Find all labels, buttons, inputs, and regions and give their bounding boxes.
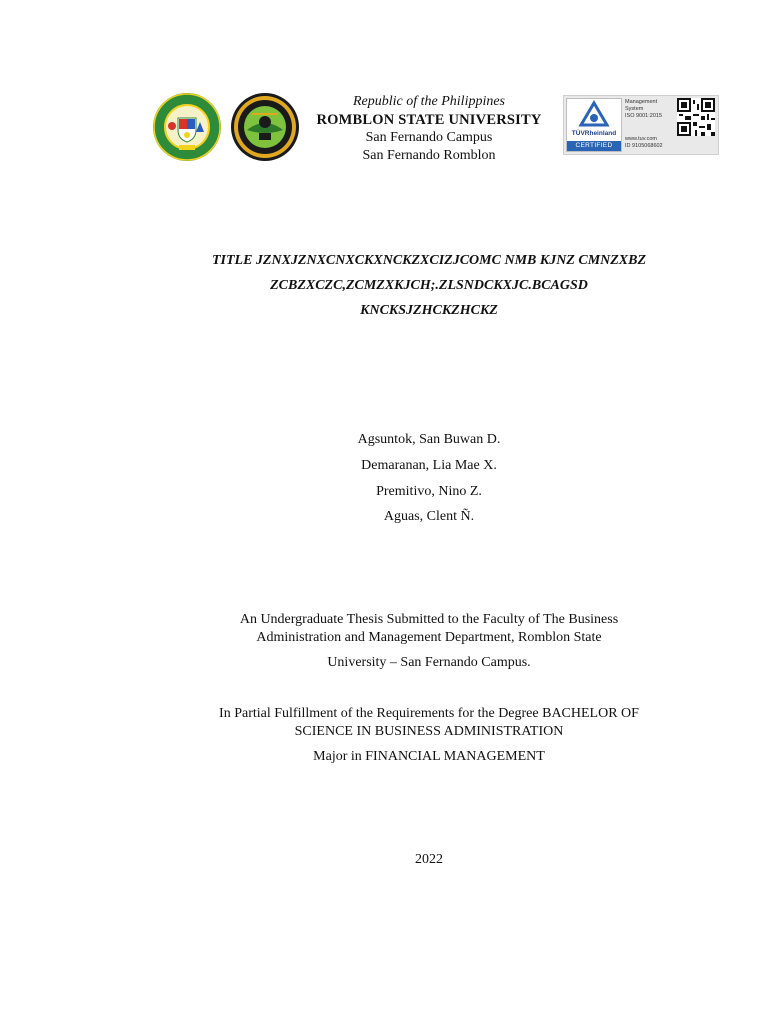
author-4: Aguas, Clent Ñ. — [383, 509, 475, 524]
romblon-state-university-seal — [152, 92, 222, 162]
fulfillment-statement — [190, 705, 668, 766]
author-3: Premitivo, Nino Z. — [376, 484, 482, 499]
cert-line-3: ISO 9001:2015 — [625, 113, 663, 119]
campus-name: San Fernando Campus — [365, 130, 493, 145]
thesis-title-line-3: KNCKSJZHCKZHCKZ — [360, 303, 498, 318]
certification-badge — [563, 95, 719, 155]
author-1: Agsuntok, San Buwan D. — [357, 432, 501, 447]
certified-label: CERTIFIED — [567, 141, 621, 151]
submission-line-2: Administration and Management Department, Romblon State — [256, 630, 602, 645]
college-seal — [230, 92, 300, 162]
qr-code-icon — [677, 98, 715, 136]
fulfillment-line-1: In Partial Fulfillment of the Requirements for the Degree BACHELOR OF — [219, 706, 639, 721]
fulfillment-line-2: SCIENCE IN BUSINESS ADMINISTRATION — [294, 724, 564, 739]
thesis-title-line-1: TITLE JZNXJZNXCNXCKXNCKZXCIZJCOMC NMB KJNZ CMNZXBZ — [211, 253, 647, 268]
triangle-icon — [567, 99, 621, 129]
cert-line-2: System — [625, 106, 644, 112]
submission-statement — [190, 611, 668, 672]
campus-location: San Fernando Romblon — [362, 148, 496, 163]
republic-label: Republic of the Philippines — [352, 94, 506, 109]
submission-line-3: University – San Fernando Campus. — [327, 655, 531, 670]
thesis-title-line-2: ZCBZXCZC,ZCMZXKJCH;.ZLSNDCKXJC.BCAGSD — [270, 278, 588, 293]
submission-line-1: An Undergraduate Thesis Submitted to the Faculty of The Business — [239, 612, 619, 627]
author-2: Demaranan, Lia Mae X. — [361, 458, 497, 473]
cert-id: ID 9105068602 — [625, 143, 663, 149]
major-line: Major in FINANCIAL MANAGEMENT — [313, 749, 545, 764]
year: 2022 — [415, 852, 443, 867]
institution-header — [300, 93, 558, 165]
tuv-logo — [566, 98, 622, 152]
cert-web: www.tuv.com — [625, 136, 657, 142]
tuv-brand: TÜVRheinland — [571, 130, 617, 137]
cert-line-1: Management — [625, 99, 658, 105]
university-name: ROMBLON STATE UNIVERSITY — [316, 112, 542, 128]
